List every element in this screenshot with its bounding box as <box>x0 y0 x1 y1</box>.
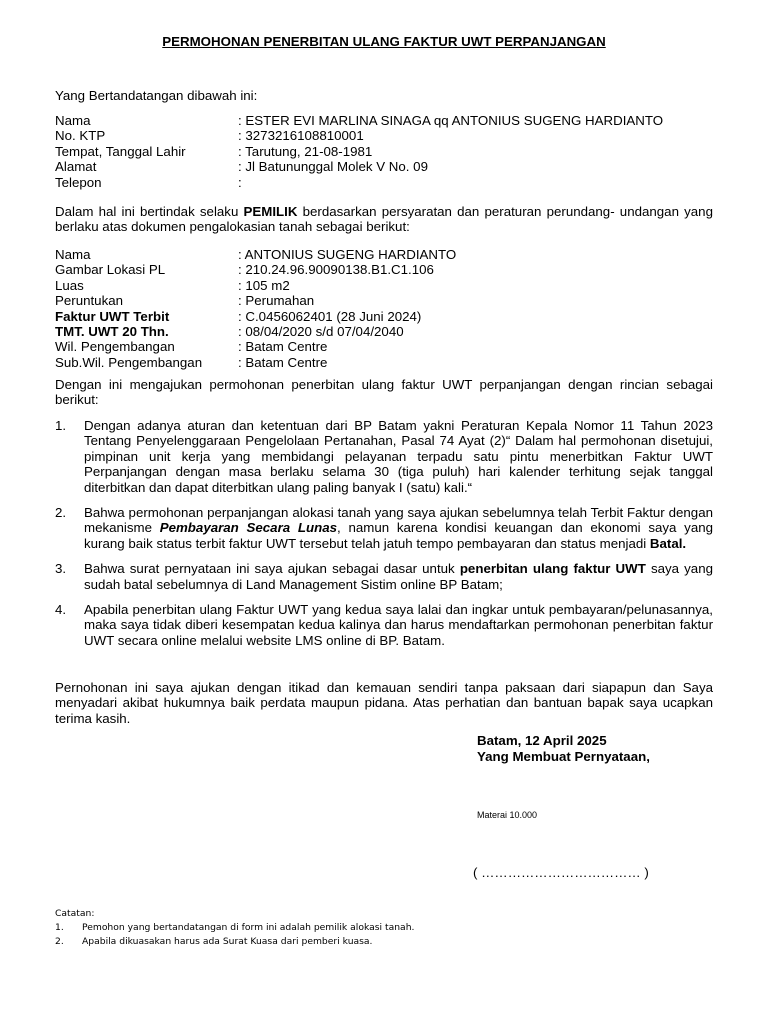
field-row <box>55 128 663 143</box>
note-text: Apabila dikuasakan harus ada Surat Kuasa dari pemberi kuasa. <box>82 936 373 947</box>
applicant-fields <box>55 113 663 190</box>
field-value: : ANTONIUS SUGENG HARDIANTO <box>238 247 457 262</box>
intro-text: Yang Bertandatangan dibawah ini: <box>55 88 258 103</box>
field-row <box>55 278 456 293</box>
field-row <box>55 113 663 128</box>
field-value: : 105 m2 <box>238 277 290 293</box>
note-number: 2. <box>55 936 64 947</box>
field-row <box>55 324 456 339</box>
field-row <box>55 262 456 277</box>
field-label: Gambar Lokasi PL <box>55 262 166 278</box>
field-value: : Perumahan <box>238 293 315 309</box>
list-text: saya yang sudah batal sebelumnya di Land Management Sistim online BP Batam; <box>84 561 713 592</box>
list-item <box>55 561 713 592</box>
list-item <box>55 602 713 648</box>
field-label: No. KTP <box>55 128 106 144</box>
field-label: Faktur UWT Terbit <box>55 308 170 324</box>
field-label: Nama <box>55 113 91 128</box>
field-label: Alamat <box>55 159 97 175</box>
list-item <box>55 418 713 495</box>
field-label: Luas <box>55 277 84 293</box>
list-item <box>55 505 713 551</box>
pemilik-paragraph <box>55 204 713 235</box>
field-row <box>55 339 456 354</box>
field-label: Sub.Wil. Pengembangan <box>55 354 203 370</box>
list-number: 1. <box>55 418 67 433</box>
field-label: Wil. Pengembangan <box>55 339 175 355</box>
field-value: : C.0456062401 (28 Juni 2024) <box>238 308 422 324</box>
pemilik-text-before: Dalam hal ini bertindak selaku <box>55 204 244 219</box>
pemilik-bold: PEMILIK <box>243 204 298 219</box>
field-value: : 3273216108810001 <box>238 128 364 144</box>
field-value: : Jl Batununggal Molek V No. 09 <box>238 159 428 175</box>
notes-heading: Catatan: <box>55 908 95 919</box>
notes-section <box>55 907 414 949</box>
points-list <box>55 418 713 658</box>
pemilik-text-after: berdasarkan persyaratan dan peraturan perundang- undangan yang berlaku atas dokumen pengalokasian tanah sebagai berikut: <box>55 204 713 235</box>
signature-role: Yang Membuat Pernyataan, <box>477 749 650 764</box>
field-label: Telepon <box>55 174 102 190</box>
field-value: : 08/04/2020 s/d 07/04/2040 <box>238 324 404 340</box>
field-value: : ESTER EVI MARLINA SINAGA qq ANTONIUS SUGENG HARDIANTO <box>238 113 664 128</box>
list-number: 2. <box>55 505 67 521</box>
field-row <box>55 175 663 190</box>
materai-label: Materai 10.000 <box>477 810 538 820</box>
list-text: Bahwa surat pernyataan ini saya ajukan sebagai dasar untuk <box>84 561 460 577</box>
list-number: 3. <box>55 561 67 577</box>
field-label: Nama <box>55 247 91 262</box>
field-value: : Batam Centre <box>238 354 328 370</box>
document-title: PERMOHONAN PENERBITAN ULANG FAKTUR UWT PERPANJANGAN <box>162 34 606 49</box>
list-text-bold-italic: Pembayaran Secara Lunas <box>159 520 338 536</box>
list-text: Dengan adanya aturan dan ketentuan dari BP Batam yakni Peraturan Kepala Nomor 11 Tahun 2023 Tentang Penyelenggaraan Pengelolaan Pertanahan, Pasal 74 Ayat (2)“ Dalam hal permohonan disetujui, pimpinan unit kerja yang membidangi pelayanan terpadu satu pintu menerbitkan Faktur UWT Perpanjangan dengan masa berlaku selama 30 (tiga puluh) hari kalender terhitung sejak tanggal diterbitkan dan dapat diterbitkan ulang paling banyak I (satu) kali.“ <box>84 418 713 495</box>
list-text-bold: penerbitan ulang faktur UWT <box>459 561 646 577</box>
field-value: : <box>238 174 242 190</box>
field-row <box>55 159 663 174</box>
field-label: Peruntukan <box>55 293 124 309</box>
signature-line: ( ……………………………… ) <box>473 865 649 880</box>
closing-paragraph: Pernohonan ini saya ajukan dengan itikad dan kemauan sendiri tanpa paksaan dari siapapun dan Saya menyadari akibat hukumnya baik perdata maupun pidana. Atas perhatian dan bantuan bapak saya ucapkan terima kasih. <box>55 680 713 726</box>
rincian-paragraph: Dengan ini mengajukan permohonan penerbitan ulang faktur UWT perpanjangan dengan rincian sebagai berikut: <box>55 377 713 408</box>
list-number: 4. <box>55 602 67 618</box>
note-item <box>55 921 414 935</box>
field-value: : Tarutung, 21-08-1981 <box>238 143 373 159</box>
list-text-bold: Batal. <box>649 535 687 551</box>
note-text: Pemohon yang bertandatangan di form ini adalah pemilik alokasi tanah. <box>82 922 415 933</box>
field-label: Tempat, Tanggal Lahir <box>55 143 186 159</box>
list-text: Bahwa permohonan perpanjangan alokasi tanah yang saya ajukan sebelumnya telah Terbit Faktur dengan mekanisme <box>84 505 713 536</box>
list-text: Apabila penerbitan ulang Faktur UWT yang kedua saya lalai dan ingkar untuk pembayaran/pelunasannya, maka saya tidak diberi kesempatan kedua kalinya dan harus mendaftarkan permohonan penerbitan faktur UWT secara online melalui website LMS online di BP. Batam. <box>84 602 713 648</box>
note-number: 1. <box>55 922 64 933</box>
field-row <box>55 247 456 262</box>
land-fields <box>55 247 456 370</box>
note-item <box>55 935 414 949</box>
field-row <box>55 309 456 324</box>
field-label: TMT. UWT 20 Thn. <box>55 324 169 340</box>
field-row <box>55 355 456 370</box>
field-value: : 210.24.96.90090138.B1.C1.106 <box>238 262 434 278</box>
field-value: : Batam Centre <box>238 339 328 355</box>
signature-date: Batam, 12 April 2025 <box>477 733 607 748</box>
field-row <box>55 144 663 159</box>
field-row <box>55 293 456 308</box>
list-text: , namun karena kondisi keuangan dan ekonomi saya yang kurang baik status terbit faktur UWT tersebut telah jatuh tempo pembayaran dan status menjadi <box>84 520 714 551</box>
